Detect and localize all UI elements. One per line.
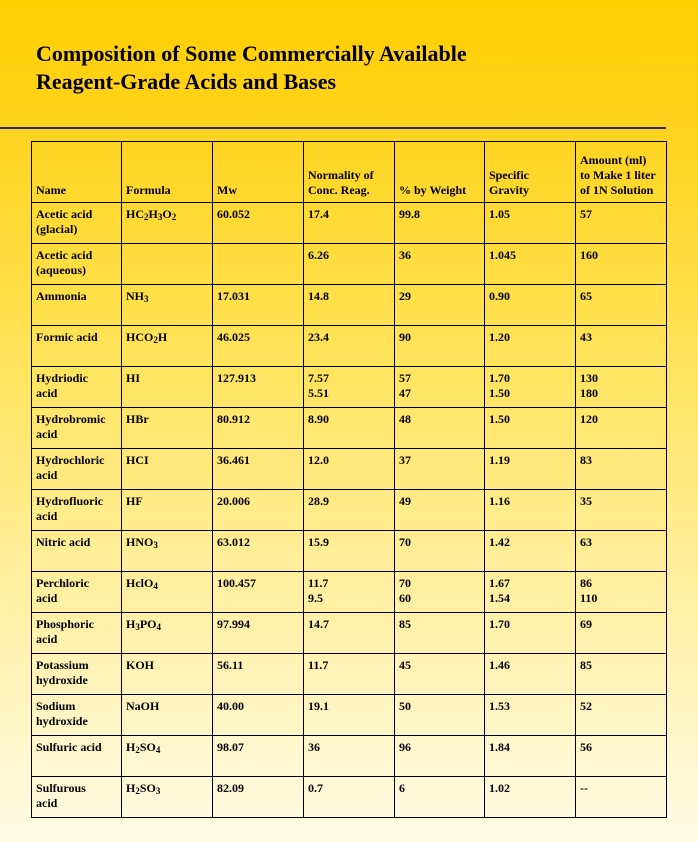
normality-value: 11.7 xyxy=(308,576,329,590)
weight-value: 70 xyxy=(399,535,411,549)
amount-cell xyxy=(576,326,667,367)
normality-value: 7.57 xyxy=(308,371,329,385)
name-value: acid xyxy=(36,386,58,400)
formula-subscript: 3 xyxy=(144,294,149,304)
formula-cell xyxy=(122,572,213,613)
formula-cell xyxy=(122,531,213,572)
amount-value: 120 xyxy=(580,412,598,426)
weight-value: 29 xyxy=(399,289,411,303)
mw-cell xyxy=(213,654,304,695)
weight-value: 45 xyxy=(399,658,411,672)
mw-value: 100.457 xyxy=(217,576,256,590)
normality-cell xyxy=(304,490,395,531)
amount-value: 43 xyxy=(580,330,592,344)
weight-value: 99.8 xyxy=(399,207,420,221)
header-label: Amount (ml) xyxy=(580,153,647,167)
name-value: Potassium xyxy=(36,658,89,672)
formula-subscript: 2 xyxy=(171,212,177,222)
amount-cell xyxy=(576,367,667,408)
gravity-value: 1.19 xyxy=(489,453,510,467)
formula-text: H xyxy=(148,207,158,221)
normality-cell xyxy=(304,572,395,613)
header-label: Conc. Reag. xyxy=(308,183,370,197)
formula-text: NH xyxy=(126,289,144,303)
header-label: % by Weight xyxy=(399,183,467,197)
gravity-value: 1.16 xyxy=(489,494,510,508)
formula-cell xyxy=(122,244,213,285)
name-value: Sulfuric acid xyxy=(36,740,102,754)
amount-cell xyxy=(576,695,667,736)
amount-cell xyxy=(576,408,667,449)
formula-subscript: 3 xyxy=(157,212,163,222)
formula-text: PO xyxy=(139,617,157,631)
mw-cell xyxy=(213,285,304,326)
mw-cell xyxy=(213,367,304,408)
name-cell xyxy=(32,367,122,408)
name-value: Sulfurous xyxy=(36,781,86,795)
formula-cell xyxy=(122,736,213,777)
mw-value: 98.07 xyxy=(217,740,244,754)
gravity-cell xyxy=(485,695,576,736)
amount-cell xyxy=(576,203,667,244)
weight-cell xyxy=(395,244,485,285)
amount-value: 35 xyxy=(580,494,592,508)
normality-cell xyxy=(304,695,395,736)
name-value: hydroxide xyxy=(36,673,88,687)
mw-cell xyxy=(213,449,304,490)
amount-cell xyxy=(576,777,667,818)
amount-value: 180 xyxy=(580,386,598,400)
normality-cell xyxy=(304,613,395,654)
amount-cell xyxy=(576,449,667,490)
amount-cell xyxy=(576,531,667,572)
header-label: Normality of xyxy=(308,168,374,182)
amount-cell xyxy=(576,613,667,654)
mw-value: 80.912 xyxy=(217,412,250,426)
name-value: acid xyxy=(36,427,58,441)
normality-header xyxy=(304,142,395,203)
amount-value: 86 xyxy=(580,576,592,590)
formula-text: H xyxy=(126,740,136,754)
name-value: Hydrobromic xyxy=(36,412,106,426)
formula-cell xyxy=(122,285,213,326)
name-cell xyxy=(32,326,122,367)
name-value: Hydrochloric xyxy=(36,453,105,467)
amount-cell xyxy=(576,244,667,285)
title-line-1: Composition of Some Commercially Available xyxy=(36,41,467,66)
title-divider xyxy=(0,127,666,129)
gravity-value: 1.50 xyxy=(489,412,510,426)
formula-subscript: 3 xyxy=(135,622,140,632)
amount-value: 69 xyxy=(580,617,592,631)
name-value: Phosphoric xyxy=(36,617,95,631)
name-value: (aqueous) xyxy=(36,263,87,277)
name-value: hydroxide xyxy=(36,714,88,728)
formula-cell xyxy=(122,449,213,490)
gravity-cell xyxy=(485,613,576,654)
weight-value: 70 xyxy=(399,576,411,590)
name-cell xyxy=(32,449,122,490)
gravity-cell xyxy=(485,531,576,572)
name-value: Hydrofluoric xyxy=(36,494,104,508)
weight-header xyxy=(395,142,485,203)
formula-cell xyxy=(122,613,213,654)
gravity-value: 1.50 xyxy=(489,386,510,400)
normality-value: 17.4 xyxy=(308,207,329,221)
weight-cell xyxy=(395,367,485,408)
normality-value: 6.26 xyxy=(308,248,329,262)
weight-cell xyxy=(395,285,485,326)
header-label: Specific xyxy=(489,168,529,182)
name-value: acid xyxy=(36,591,58,605)
name-header xyxy=(32,142,122,203)
table-row xyxy=(32,695,667,736)
formula-cell xyxy=(122,654,213,695)
weight-value: 49 xyxy=(399,494,411,508)
header-label: Mw xyxy=(217,183,237,197)
mw-cell xyxy=(213,244,304,285)
gravity-header xyxy=(485,142,576,203)
table-row xyxy=(32,490,667,531)
table-row xyxy=(32,244,667,285)
name-cell xyxy=(32,244,122,285)
mw-value: 97.994 xyxy=(217,617,250,631)
gravity-value: 1.70 xyxy=(489,371,510,385)
mw-value: 36.461 xyxy=(217,453,250,467)
gravity-cell xyxy=(485,490,576,531)
mw-cell xyxy=(213,572,304,613)
normality-value: 19.1 xyxy=(308,699,329,713)
formula-text: SO xyxy=(139,740,156,754)
name-value: Perchloric xyxy=(36,576,90,590)
normality-value: 9.5 xyxy=(308,591,323,605)
table-row xyxy=(32,203,667,244)
name-value: acid xyxy=(36,509,58,523)
formula-text: KOH xyxy=(126,658,155,672)
normality-cell xyxy=(304,285,395,326)
amount-value: 130 xyxy=(580,371,598,385)
normality-cell xyxy=(304,244,395,285)
weight-cell xyxy=(395,326,485,367)
reagent-table xyxy=(31,141,667,818)
gravity-value: 1.84 xyxy=(489,740,510,754)
gravity-cell xyxy=(485,285,576,326)
gravity-cell xyxy=(485,572,576,613)
amount-value: 57 xyxy=(580,207,592,221)
formula-cell xyxy=(122,203,213,244)
weight-cell xyxy=(395,572,485,613)
formula-cell xyxy=(122,326,213,367)
normality-cell xyxy=(304,367,395,408)
name-cell xyxy=(32,572,122,613)
weight-cell xyxy=(395,203,485,244)
table-row xyxy=(32,654,667,695)
formula-text: HclO xyxy=(126,576,154,590)
weight-cell xyxy=(395,613,485,654)
mw-value: 82.09 xyxy=(217,781,244,795)
mw-cell xyxy=(213,203,304,244)
formula-subscript: 2 xyxy=(144,212,149,222)
gravity-cell xyxy=(485,777,576,818)
weight-value: 50 xyxy=(399,699,411,713)
mw-cell xyxy=(213,326,304,367)
weight-value: 90 xyxy=(399,330,411,344)
mw-value: 127.913 xyxy=(217,371,256,385)
normality-cell xyxy=(304,736,395,777)
gravity-cell xyxy=(485,736,576,777)
normality-value: 11.7 xyxy=(308,658,329,672)
table-row xyxy=(32,449,667,490)
table-row xyxy=(32,572,667,613)
normality-cell xyxy=(304,408,395,449)
weight-cell xyxy=(395,408,485,449)
formula-subscript: 2 xyxy=(153,335,158,345)
name-value: Nitric acid xyxy=(36,535,91,549)
amount-header xyxy=(576,142,667,203)
weight-value: 48 xyxy=(399,412,411,426)
table-row xyxy=(32,736,667,777)
formula-text: H xyxy=(126,781,136,795)
header-label: to Make 1 liter xyxy=(580,168,656,182)
mw-cell xyxy=(213,490,304,531)
mw-cell xyxy=(213,613,304,654)
mw-cell xyxy=(213,408,304,449)
mw-cell xyxy=(213,695,304,736)
table-row xyxy=(32,613,667,654)
table-header-row xyxy=(32,142,667,203)
mw-value: 63.012 xyxy=(217,535,250,549)
header-label: of 1N Solution xyxy=(580,183,654,197)
name-cell xyxy=(32,695,122,736)
amount-value: 65 xyxy=(580,289,592,303)
gravity-value: 1.70 xyxy=(489,617,510,631)
gravity-cell xyxy=(485,367,576,408)
header-label: Gravity xyxy=(489,183,529,197)
name-value: Acetic acid xyxy=(36,248,93,262)
amount-cell xyxy=(576,736,667,777)
amount-value: 52 xyxy=(580,699,592,713)
gravity-cell xyxy=(485,326,576,367)
amount-cell xyxy=(576,654,667,695)
name-cell xyxy=(32,490,122,531)
mw-cell xyxy=(213,736,304,777)
normality-value: 12.0 xyxy=(308,453,329,467)
formula-text: H xyxy=(157,330,168,344)
amount-value: 56 xyxy=(580,740,592,754)
gravity-value: 1.045 xyxy=(489,248,516,262)
normality-value: 14.8 xyxy=(308,289,329,303)
formula-subscript: 4 xyxy=(155,745,161,755)
formula-text: HNO xyxy=(126,535,154,549)
weight-cell xyxy=(395,695,485,736)
table-row xyxy=(32,531,667,572)
formula-text: H xyxy=(126,617,136,631)
formula-text: NaOH xyxy=(126,699,160,713)
amount-value: 63 xyxy=(580,535,592,549)
formula-subscript: 2 xyxy=(135,745,140,755)
formula-header xyxy=(122,142,213,203)
header-label: Formula xyxy=(126,183,171,197)
formula-text: HI xyxy=(126,371,141,385)
gravity-cell xyxy=(485,449,576,490)
gravity-cell xyxy=(485,203,576,244)
amount-value: 160 xyxy=(580,248,598,262)
name-cell xyxy=(32,408,122,449)
weight-cell xyxy=(395,531,485,572)
mw-cell xyxy=(213,531,304,572)
name-value: acid xyxy=(36,632,58,646)
mw-value: 20.006 xyxy=(217,494,250,508)
gravity-value: 1.20 xyxy=(489,330,510,344)
gravity-value: 1.42 xyxy=(489,535,510,549)
weight-value: 85 xyxy=(399,617,411,631)
formula-subscript: 4 xyxy=(156,622,162,632)
name-value: Ammonia xyxy=(36,289,87,303)
weight-value: 6 xyxy=(399,781,405,795)
normality-value: 15.9 xyxy=(308,535,329,549)
table-row xyxy=(32,285,667,326)
normality-value: 28.9 xyxy=(308,494,329,508)
gravity-cell xyxy=(485,408,576,449)
mw-value: 60.052 xyxy=(217,207,250,221)
weight-value: 60 xyxy=(399,591,411,605)
formula-text: HC xyxy=(126,207,144,221)
name-value: Formic acid xyxy=(36,330,98,344)
name-cell xyxy=(32,203,122,244)
weight-cell xyxy=(395,490,485,531)
normality-cell xyxy=(304,654,395,695)
weight-cell xyxy=(395,654,485,695)
amount-cell xyxy=(576,572,667,613)
name-value: acid xyxy=(36,796,58,810)
amount-cell xyxy=(576,285,667,326)
formula-subscript: 4 xyxy=(153,581,158,591)
gravity-value: 1.02 xyxy=(489,781,510,795)
mw-value: 56.11 xyxy=(217,658,244,672)
normality-value: 8.90 xyxy=(308,412,329,426)
header-label: Name xyxy=(36,183,66,197)
normality-cell xyxy=(304,203,395,244)
amount-value: 85 xyxy=(580,658,592,672)
gravity-cell xyxy=(485,244,576,285)
formula-cell xyxy=(122,777,213,818)
normality-cell xyxy=(304,326,395,367)
name-cell xyxy=(32,777,122,818)
table-row xyxy=(32,367,667,408)
amount-value: 110 xyxy=(580,591,598,605)
table-row xyxy=(32,777,667,818)
weight-cell xyxy=(395,777,485,818)
mw-cell xyxy=(213,777,304,818)
formula-cell xyxy=(122,490,213,531)
formula-text: HF xyxy=(126,494,143,508)
gravity-value: 1.54 xyxy=(489,591,510,605)
weight-value: 47 xyxy=(399,386,411,400)
name-value: acid xyxy=(36,468,58,482)
weight-cell xyxy=(395,736,485,777)
weight-value: 36 xyxy=(399,248,411,262)
gravity-value: 1.53 xyxy=(489,699,510,713)
weight-value: 96 xyxy=(399,740,411,754)
name-value: (glacial) xyxy=(36,222,78,236)
amount-value: -- xyxy=(580,781,588,795)
normality-cell xyxy=(304,449,395,490)
name-cell xyxy=(32,736,122,777)
normality-value: 5.51 xyxy=(308,386,329,400)
gravity-cell xyxy=(485,654,576,695)
gravity-value: 1.05 xyxy=(489,207,510,221)
gravity-value: 1.46 xyxy=(489,658,510,672)
table-body xyxy=(32,203,667,818)
formula-text: HBr xyxy=(126,412,149,426)
formula-cell xyxy=(122,408,213,449)
formula-text: O xyxy=(162,207,172,221)
name-value: Hydriodic xyxy=(36,371,89,385)
formula-cell xyxy=(122,367,213,408)
weight-value: 37 xyxy=(399,453,411,467)
table-row xyxy=(32,326,667,367)
table-row xyxy=(32,408,667,449)
normality-value: 0.7 xyxy=(308,781,323,795)
formula-subscript: 2 xyxy=(135,786,140,796)
formula-text: HCI xyxy=(126,453,149,467)
formula-text: SO xyxy=(139,781,156,795)
formula-cell xyxy=(122,695,213,736)
weight-value: 57 xyxy=(399,371,411,385)
name-cell xyxy=(32,285,122,326)
normality-value: 36 xyxy=(308,740,320,754)
normality-value: 23.4 xyxy=(308,330,329,344)
normality-cell xyxy=(304,531,395,572)
name-cell xyxy=(32,654,122,695)
name-value: Sodium xyxy=(36,699,76,713)
page-title xyxy=(36,40,656,96)
formula-text: HCO xyxy=(126,330,154,344)
gravity-value: 1.67 xyxy=(489,576,510,590)
mw-header xyxy=(213,142,304,203)
normality-cell xyxy=(304,777,395,818)
amount-value: 83 xyxy=(580,453,592,467)
name-cell xyxy=(32,613,122,654)
name-cell xyxy=(32,531,122,572)
gravity-value: 0.90 xyxy=(489,289,510,303)
formula-subscript: 3 xyxy=(155,786,161,796)
mw-value: 40.00 xyxy=(217,699,244,713)
amount-cell xyxy=(576,490,667,531)
title-line-2: Reagent-Grade Acids and Bases xyxy=(36,69,337,94)
name-value: Acetic acid xyxy=(36,207,93,221)
mw-value: 46.025 xyxy=(217,330,250,344)
weight-cell xyxy=(395,449,485,490)
formula-subscript: 3 xyxy=(153,540,158,550)
normality-value: 14.7 xyxy=(308,617,329,631)
mw-value: 17.031 xyxy=(217,289,250,303)
